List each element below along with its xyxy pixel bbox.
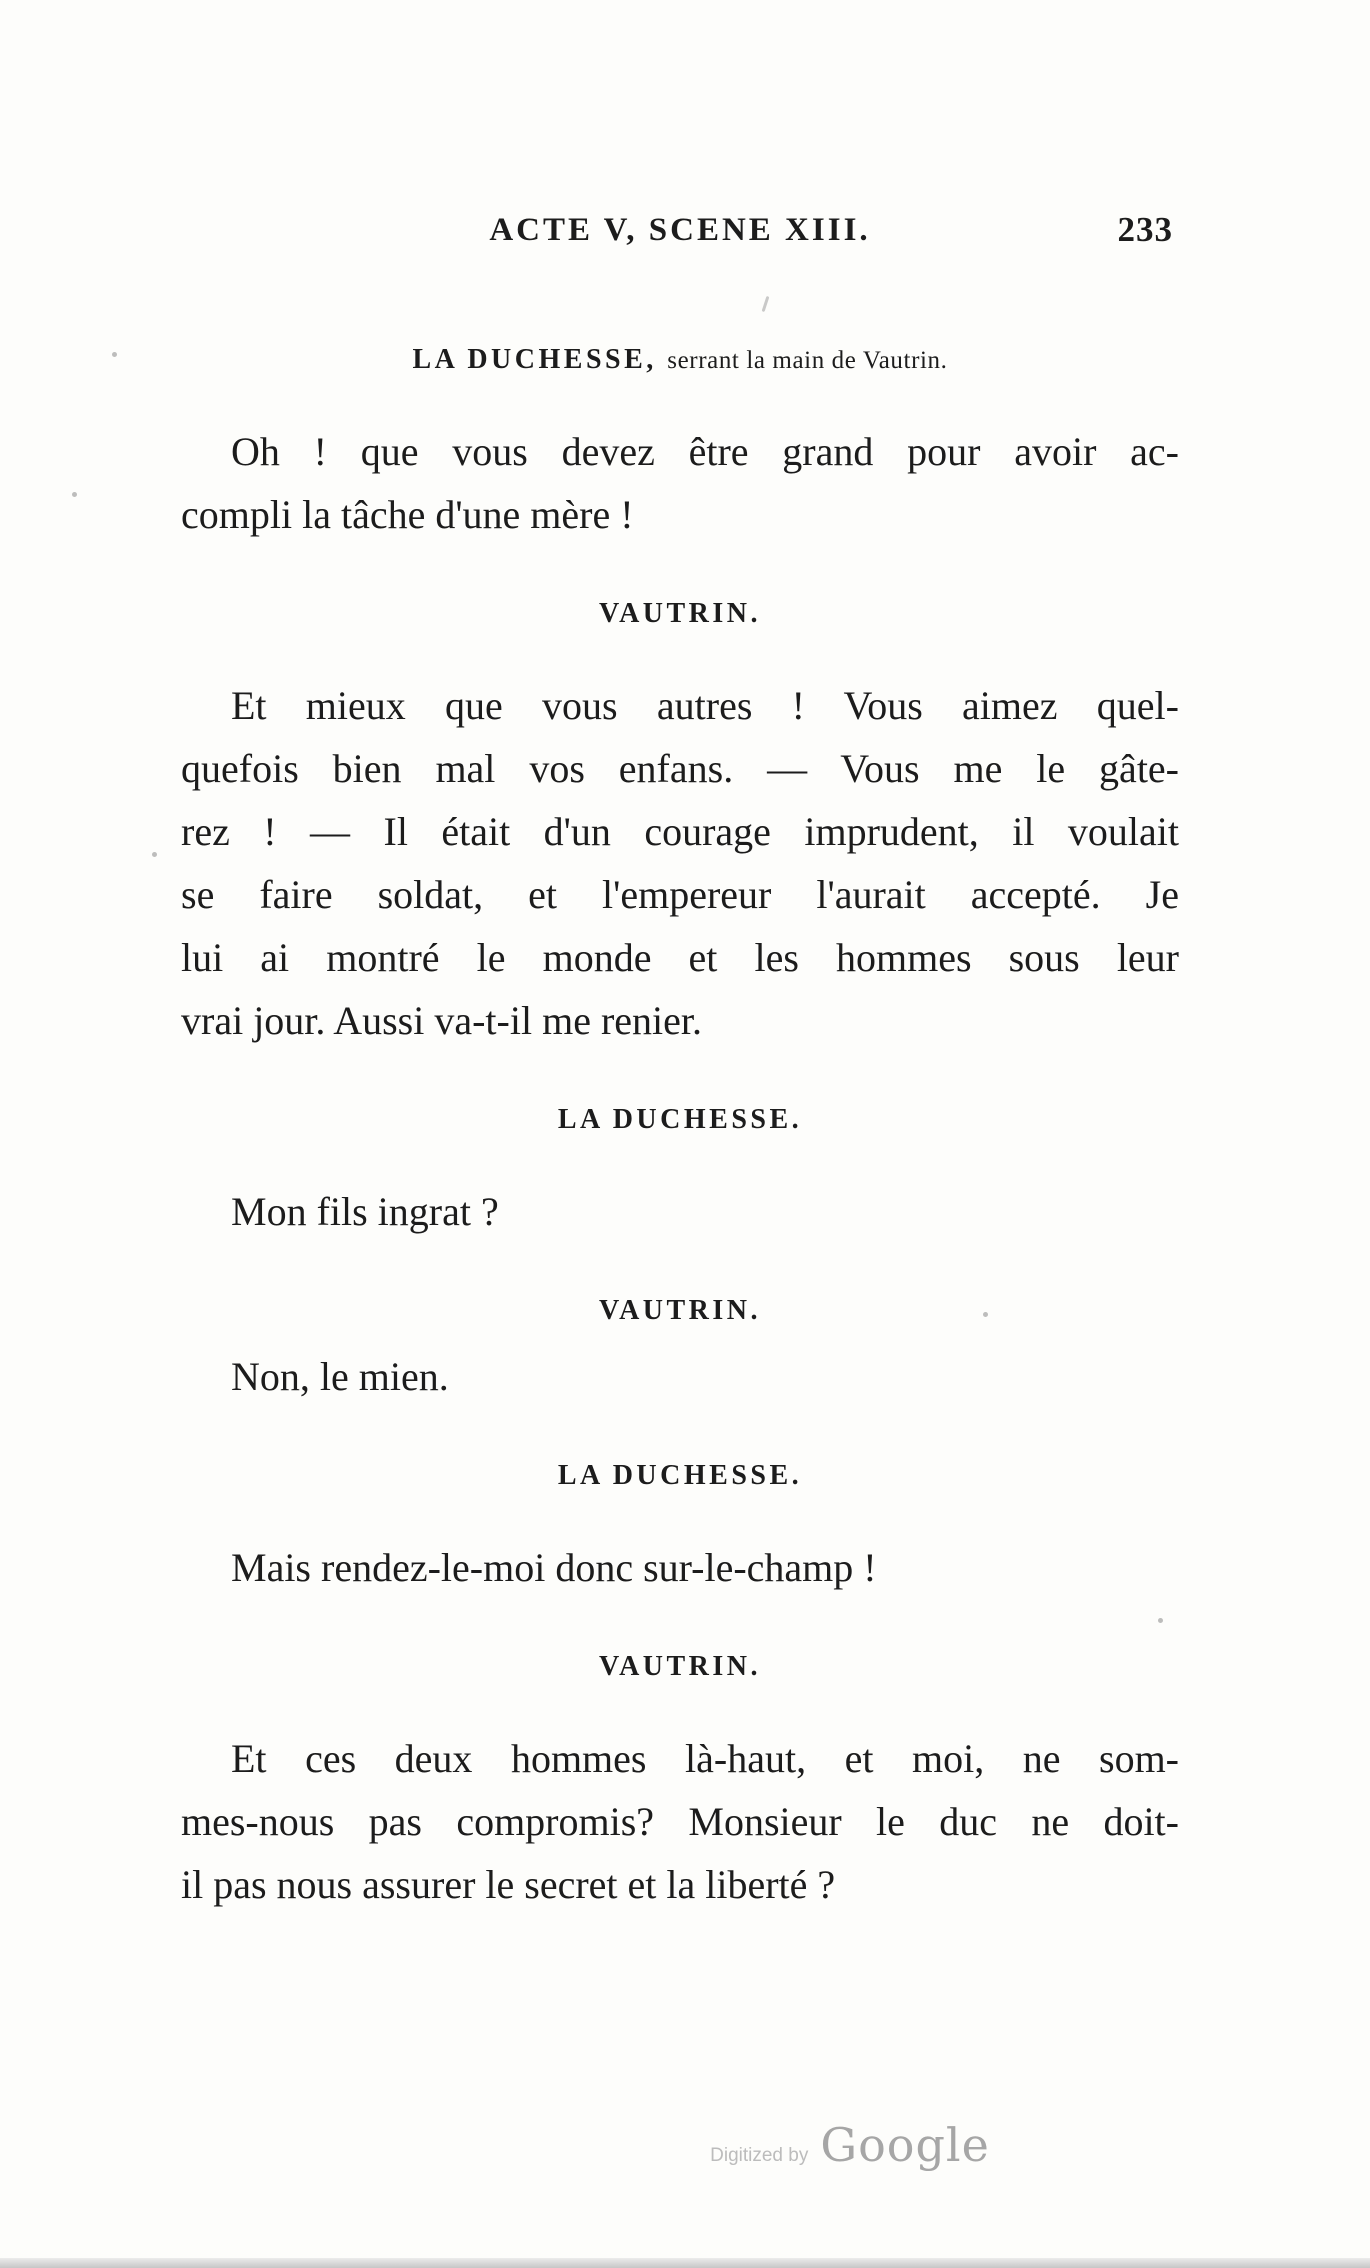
dialogue-line: mes-nous pas compromis? Monsieur le duc ne doit- xyxy=(181,1799,1179,1844)
speaker-heading xyxy=(181,1295,1179,1327)
dialogue-line: Mais rendez-le-moi donc sur-le-champ ! xyxy=(231,1545,877,1590)
dialogue-section xyxy=(181,344,1179,546)
speaker-heading xyxy=(181,344,1179,376)
dialogue-line: rez ! — Il était d'un courage imprudent, il voulait xyxy=(181,809,1179,854)
dialogue-line: vrai jour. Aussi va-t-il me renier. xyxy=(181,998,702,1043)
dialogue-line: il pas nous assurer le secret et la liberté ? xyxy=(181,1862,836,1907)
dialogue-line: compli la tâche d'une mère ! xyxy=(181,492,634,537)
running-head-title: ACTE V, SCENE XIII. xyxy=(489,212,871,248)
speaker-heading xyxy=(181,1651,1179,1683)
dialogue-paragraph xyxy=(181,1345,1179,1408)
dialogue-paragraph xyxy=(181,674,1179,1052)
dialogue-section xyxy=(181,598,1179,1052)
speaker-heading xyxy=(181,598,1179,630)
dialogue-paragraph xyxy=(181,1536,1179,1599)
dialogue-paragraph xyxy=(181,1727,1179,1916)
dialogue-line: Et ces deux hommes là-haut, et moi, ne som- xyxy=(231,1736,1179,1781)
page-number: 233 xyxy=(1117,210,1173,249)
dialogue-line: quefois bien mal vos enfans. — Vous me le gâte- xyxy=(181,746,1179,791)
digitized-by-label: Digitized by xyxy=(710,2145,809,2166)
speaker-name: VAUTRIN. xyxy=(598,598,762,629)
speaker-name: VAUTRIN. xyxy=(598,1651,762,1682)
google-logo: Google xyxy=(820,2118,990,2172)
dialogue-line: lui ai montré le monde et les hommes sous leur xyxy=(181,935,1179,980)
dialogue-line: Et mieux que vous autres ! Vous aimez quel- xyxy=(231,683,1179,728)
scan-speck xyxy=(152,852,157,857)
text-column xyxy=(181,212,1179,1916)
stage-direction: serrant la main de Vautrin. xyxy=(667,347,948,374)
dialogue-paragraph xyxy=(181,420,1179,546)
running-head xyxy=(181,212,1179,256)
speaker-name: VAUTRIN. xyxy=(598,1295,762,1326)
dialogue-section xyxy=(181,1651,1179,1916)
speaker-heading xyxy=(181,1104,1179,1136)
dialogue-line: Non, le mien. xyxy=(231,1354,449,1399)
scan-speck xyxy=(72,492,77,497)
speaker-name: LA DUCHESSE, xyxy=(412,344,657,375)
dialogue-paragraph xyxy=(181,1180,1179,1243)
scan-speck xyxy=(1158,1618,1163,1623)
speaker-name: LA DUCHESSE. xyxy=(557,1460,803,1491)
dialogue-section xyxy=(181,1295,1179,1408)
dialogue-line: Mon fils ingrat ? xyxy=(231,1189,499,1234)
scan-speck xyxy=(112,352,117,357)
dialogue-section xyxy=(181,1104,1179,1243)
dialogue-section xyxy=(181,1460,1179,1599)
digitization-watermark xyxy=(710,2118,990,2172)
dialogue-line: Oh ! que vous devez être grand pour avoir ac- xyxy=(231,429,1179,474)
speaker-heading xyxy=(181,1460,1179,1492)
speaker-name: LA DUCHESSE. xyxy=(557,1104,803,1135)
dialogue-line: se faire soldat, et l'empereur l'aurait accepté. Je xyxy=(181,872,1179,917)
page-bottom-edge xyxy=(0,2258,1370,2268)
scan-speck xyxy=(983,1312,988,1317)
